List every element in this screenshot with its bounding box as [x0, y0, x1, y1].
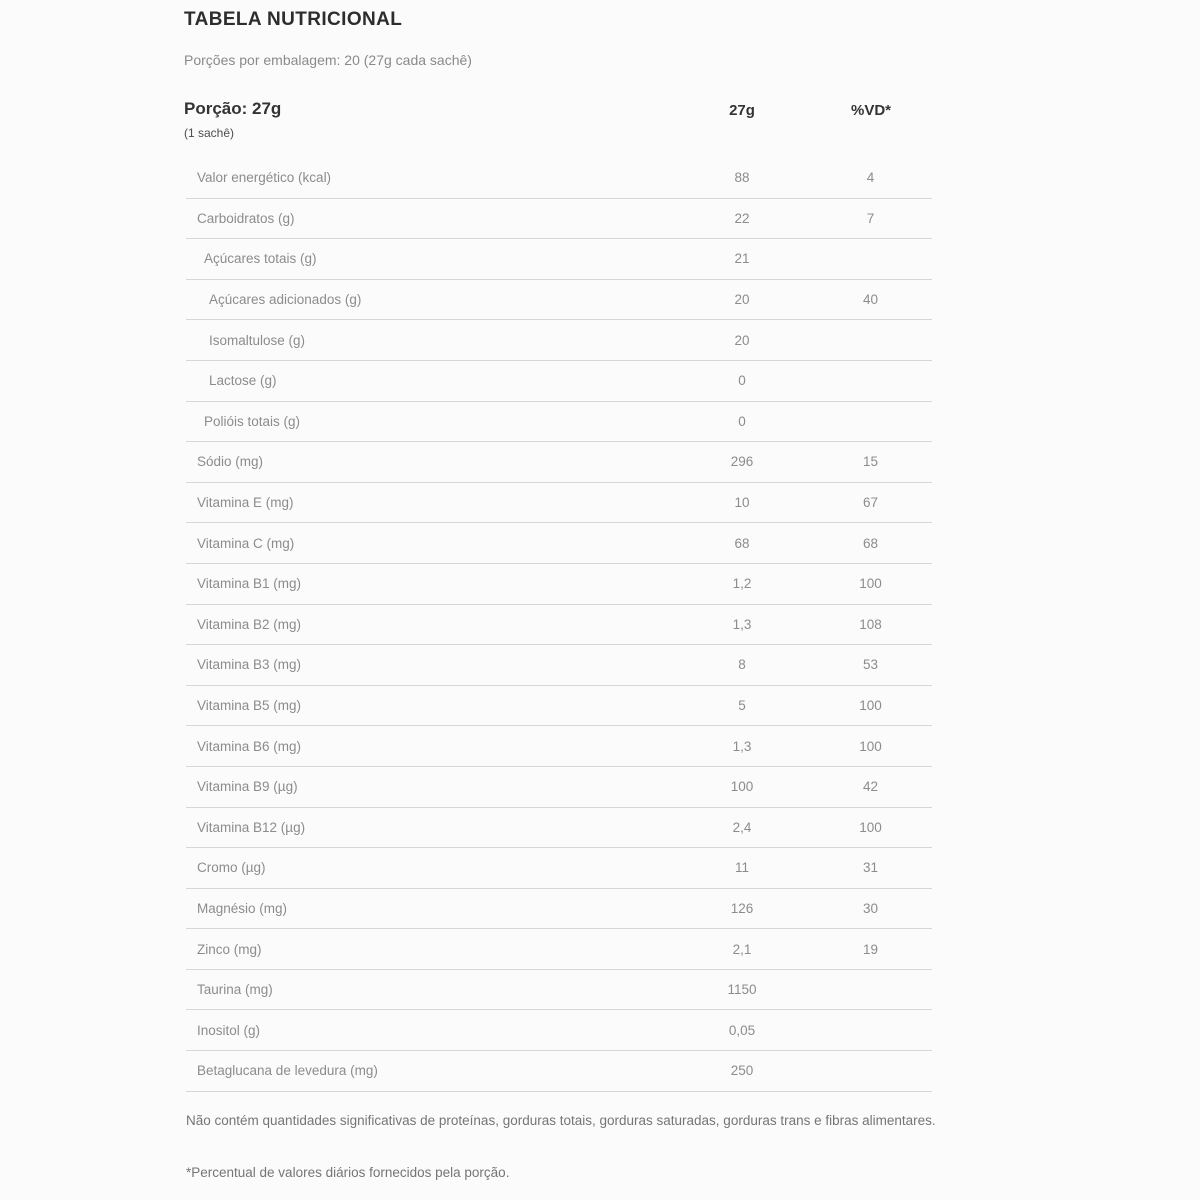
- nutrient-amount: 11: [734, 860, 749, 876]
- nutrient-vd-percent: 31: [862, 860, 879, 876]
- table-row: [186, 442, 932, 483]
- nutrient-vd-percent: [817, 361, 924, 401]
- nutrient-vd-percent: 67: [862, 495, 879, 511]
- table-row: [186, 686, 932, 727]
- nutrient-vd-percent: 100: [859, 819, 882, 835]
- table-row: [186, 848, 932, 889]
- nutrient-vd-percent: 68: [862, 535, 879, 551]
- nutrient-amount: 20: [734, 292, 750, 308]
- table-row: [186, 361, 932, 402]
- portion-unit-label: (1 sachê): [184, 126, 235, 140]
- nutrient-label: Açúcares adicionados (g): [209, 292, 362, 308]
- nutrient-amount: 100: [730, 779, 754, 795]
- nutrition-table: [186, 158, 932, 1092]
- nutrient-label: Betaglucana de levedura (mg): [197, 1063, 378, 1079]
- nutrient-label: Vitamina E (mg): [197, 495, 294, 511]
- nutrient-label: Cromo (µg): [197, 860, 266, 876]
- nutrient-amount: 0: [738, 413, 746, 429]
- nutrient-vd-percent: 100: [859, 698, 882, 714]
- nutrient-amount: 2,1: [732, 941, 752, 957]
- nutrient-vd-percent: 53: [862, 657, 879, 673]
- nutrient-vd-percent: 100: [859, 738, 882, 754]
- nutrient-amount: 126: [730, 900, 754, 916]
- nutrient-amount: 21: [734, 251, 750, 267]
- nutrient-vd-percent: [817, 970, 924, 1010]
- nutrient-amount: 20: [734, 332, 750, 348]
- nutrient-amount: 22: [734, 210, 750, 226]
- nutrient-label: Zinco (mg): [197, 941, 262, 957]
- table-row: [186, 605, 932, 646]
- table-row: [186, 1051, 932, 1092]
- nutrient-label: Lactose (g): [209, 373, 277, 389]
- table-row: [186, 1010, 932, 1051]
- page-title: TABELA NUTRICIONAL: [184, 9, 403, 30]
- nutrient-amount: 5: [738, 698, 746, 714]
- nutrient-label: Vitamina C (mg): [197, 535, 295, 551]
- table-row: [186, 808, 932, 849]
- nutrient-label: Açúcares totais (g): [204, 251, 317, 267]
- nutrient-amount: 1,3: [732, 616, 752, 632]
- nutrient-label: Vitamina B3 (mg): [197, 657, 302, 673]
- nutrient-vd-percent: [817, 402, 924, 442]
- nutrient-amount: 8: [738, 657, 746, 673]
- nutrient-vd-percent: 30: [862, 900, 879, 916]
- nutrient-vd-percent: 40: [862, 292, 879, 308]
- nutrient-amount: 1,2: [732, 576, 752, 592]
- nutrient-amount: 68: [734, 535, 750, 551]
- nutrient-vd-percent: 108: [859, 616, 882, 632]
- nutrient-label: Vitamina B9 (µg): [197, 779, 298, 795]
- nutrient-label: Inositol (g): [197, 1022, 261, 1038]
- nutrient-amount: 250: [730, 1063, 754, 1079]
- nutrient-amount: 0,05: [728, 1022, 756, 1038]
- nutrient-amount: 1,3: [732, 738, 752, 754]
- table-row: [186, 645, 932, 686]
- footnote-daily-values: *Percentual de valores diários fornecidos pela porção.: [186, 1165, 510, 1180]
- portion-size-label: Porção: 27g: [184, 99, 282, 118]
- nutrient-label: Vitamina B1 (mg): [197, 576, 302, 592]
- nutrient-vd-percent: [817, 239, 924, 279]
- table-row: [186, 564, 932, 605]
- nutrient-label: Vitamina B12 (µg): [197, 819, 306, 835]
- nutrient-amount: 296: [730, 454, 754, 470]
- nutrient-amount: 2,4: [732, 819, 752, 835]
- column-header-vd: %VD*: [850, 102, 891, 119]
- nutrient-label: Valor energético (kcal): [197, 170, 332, 186]
- table-row: [186, 523, 932, 564]
- nutrient-label: Polióis totais (g): [204, 413, 301, 429]
- table-row: [186, 402, 932, 443]
- nutrient-vd-percent: 100: [859, 576, 882, 592]
- nutrient-amount: 10: [734, 495, 750, 511]
- table-row: [186, 320, 932, 361]
- nutrient-amount: 88: [734, 170, 750, 186]
- nutrient-label: Taurina (mg): [197, 982, 273, 998]
- nutrient-amount: 1150: [727, 982, 757, 998]
- nutrient-amount: 0: [738, 373, 746, 389]
- table-row: [186, 199, 932, 240]
- nutrient-label: Sódio (mg): [197, 454, 264, 470]
- table-row: [186, 970, 932, 1011]
- column-header-amount: 27g: [729, 102, 755, 119]
- nutrient-vd-percent: 7: [866, 210, 875, 226]
- table-row: [186, 280, 932, 321]
- table-row: [186, 889, 932, 930]
- nutrient-label: Vitamina B5 (mg): [197, 698, 302, 714]
- servings-per-package-text: Porções por embalagem: 20 (27g cada sachê): [184, 52, 472, 68]
- nutrient-vd-percent: 42: [862, 779, 879, 795]
- footnote-no-significant-amounts: Não contém quantidades significativas de proteínas, gorduras totais, gorduras saturadas, gorduras trans e fibras alimentares.: [186, 1113, 936, 1128]
- nutrient-vd-percent: 4: [866, 170, 875, 186]
- nutrient-vd-percent: [817, 1051, 924, 1091]
- table-row: [186, 239, 932, 280]
- table-row: [186, 483, 932, 524]
- nutrient-vd-percent: [817, 320, 924, 360]
- table-row: [186, 158, 932, 199]
- nutrient-vd-percent: [817, 1010, 924, 1050]
- nutrient-label: Vitamina B2 (mg): [197, 616, 302, 632]
- nutrient-label: Isomaltulose (g): [209, 332, 306, 348]
- table-row: [186, 767, 932, 808]
- table-row: [186, 929, 932, 970]
- nutrient-label: Magnésio (mg): [197, 900, 288, 916]
- nutrient-label: Carboidratos (g): [197, 210, 295, 226]
- table-row: [186, 726, 932, 767]
- nutrient-label: Vitamina B6 (mg): [197, 738, 302, 754]
- nutrient-vd-percent: 15: [862, 454, 879, 470]
- nutrient-vd-percent: 19: [862, 941, 879, 957]
